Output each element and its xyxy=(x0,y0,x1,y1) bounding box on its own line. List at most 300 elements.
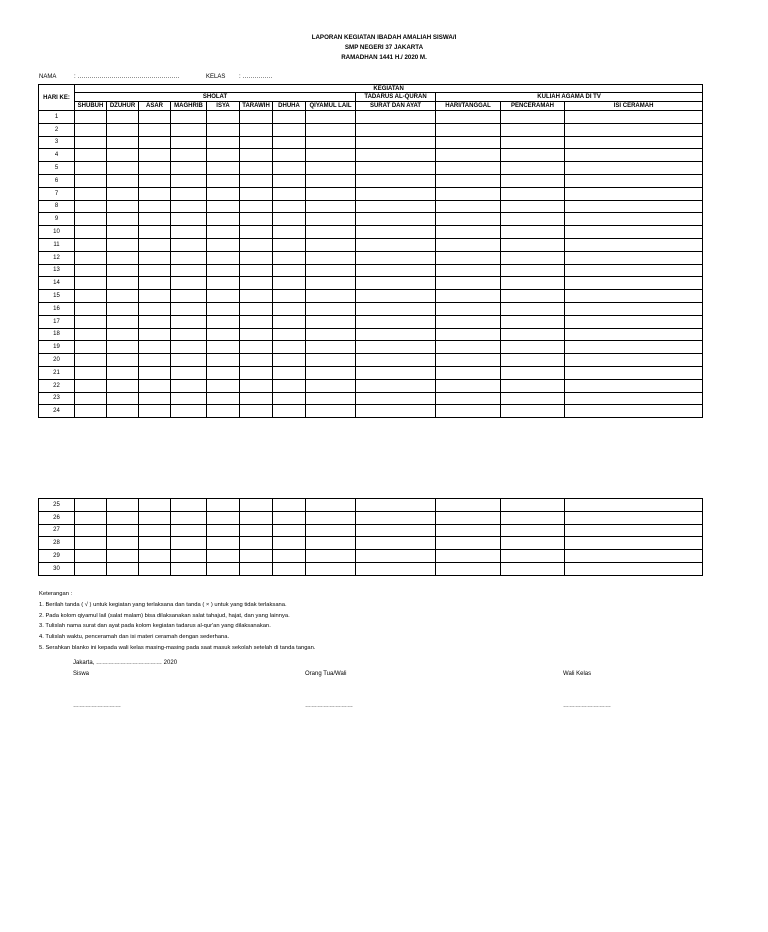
entry-cell[interactable] xyxy=(240,328,273,341)
entry-cell[interactable] xyxy=(240,264,273,277)
entry-cell[interactable] xyxy=(171,354,207,367)
entry-cell[interactable] xyxy=(75,111,107,124)
entry-cell[interactable] xyxy=(565,213,703,226)
entry-cell[interactable] xyxy=(501,354,565,367)
entry-cell[interactable] xyxy=(273,499,306,512)
entry-cell[interactable] xyxy=(107,136,139,149)
entry-cell[interactable] xyxy=(207,354,240,367)
entry-cell[interactable] xyxy=(565,499,703,512)
entry-cell[interactable] xyxy=(207,213,240,226)
entry-cell[interactable] xyxy=(240,511,273,524)
entry-cell[interactable] xyxy=(436,562,501,575)
entry-cell[interactable] xyxy=(240,379,273,392)
entry-cell[interactable] xyxy=(207,405,240,418)
entry-cell[interactable] xyxy=(139,499,171,512)
entry-cell[interactable] xyxy=(139,226,171,239)
entry-cell[interactable] xyxy=(240,302,273,315)
entry-cell[interactable] xyxy=(75,251,107,264)
entry-cell[interactable] xyxy=(107,392,139,405)
entry-cell[interactable] xyxy=(501,290,565,303)
entry-cell[interactable] xyxy=(273,200,306,213)
entry-cell[interactable] xyxy=(306,537,356,550)
entry-cell[interactable] xyxy=(356,524,436,537)
entry-cell[interactable] xyxy=(356,354,436,367)
entry-cell[interactable] xyxy=(207,277,240,290)
entry-cell[interactable] xyxy=(107,354,139,367)
entry-cell[interactable] xyxy=(139,524,171,537)
entry-cell[interactable] xyxy=(565,264,703,277)
entry-cell[interactable] xyxy=(139,264,171,277)
entry-cell[interactable] xyxy=(565,315,703,328)
entry-cell[interactable] xyxy=(436,238,501,251)
entry-cell[interactable] xyxy=(436,187,501,200)
entry-cell[interactable] xyxy=(171,251,207,264)
entry-cell[interactable] xyxy=(436,162,501,175)
entry-cell[interactable] xyxy=(240,174,273,187)
entry-cell[interactable] xyxy=(107,162,139,175)
entry-cell[interactable] xyxy=(240,111,273,124)
entry-cell[interactable] xyxy=(75,162,107,175)
entry-cell[interactable] xyxy=(273,264,306,277)
entry-cell[interactable] xyxy=(356,136,436,149)
entry-cell[interactable] xyxy=(565,251,703,264)
entry-cell[interactable] xyxy=(171,123,207,136)
entry-cell[interactable] xyxy=(240,251,273,264)
entry-cell[interactable] xyxy=(240,123,273,136)
entry-cell[interactable] xyxy=(273,149,306,162)
entry-cell[interactable] xyxy=(107,149,139,162)
entry-cell[interactable] xyxy=(240,238,273,251)
entry-cell[interactable] xyxy=(565,277,703,290)
entry-cell[interactable] xyxy=(273,277,306,290)
entry-cell[interactable] xyxy=(565,341,703,354)
entry-cell[interactable] xyxy=(273,550,306,563)
entry-cell[interactable] xyxy=(565,524,703,537)
entry-cell[interactable] xyxy=(356,251,436,264)
entry-cell[interactable] xyxy=(240,213,273,226)
entry-cell[interactable] xyxy=(75,174,107,187)
entry-cell[interactable] xyxy=(436,524,501,537)
entry-cell[interactable] xyxy=(75,315,107,328)
entry-cell[interactable] xyxy=(565,328,703,341)
entry-cell[interactable] xyxy=(436,123,501,136)
entry-cell[interactable] xyxy=(501,123,565,136)
entry-cell[interactable] xyxy=(240,162,273,175)
entry-cell[interactable] xyxy=(436,277,501,290)
entry-cell[interactable] xyxy=(273,162,306,175)
entry-cell[interactable] xyxy=(107,251,139,264)
entry-cell[interactable] xyxy=(139,200,171,213)
entry-cell[interactable] xyxy=(75,341,107,354)
entry-cell[interactable] xyxy=(139,354,171,367)
entry-cell[interactable] xyxy=(306,111,356,124)
entry-cell[interactable] xyxy=(436,328,501,341)
entry-cell[interactable] xyxy=(436,213,501,226)
entry-cell[interactable] xyxy=(436,379,501,392)
entry-cell[interactable] xyxy=(171,136,207,149)
entry-cell[interactable] xyxy=(436,366,501,379)
entry-cell[interactable] xyxy=(356,499,436,512)
entry-cell[interactable] xyxy=(171,174,207,187)
entry-cell[interactable] xyxy=(501,328,565,341)
entry-cell[interactable] xyxy=(107,187,139,200)
entry-cell[interactable] xyxy=(356,379,436,392)
entry-cell[interactable] xyxy=(273,405,306,418)
entry-cell[interactable] xyxy=(565,511,703,524)
entry-cell[interactable] xyxy=(75,213,107,226)
entry-cell[interactable] xyxy=(240,550,273,563)
entry-cell[interactable] xyxy=(436,341,501,354)
entry-cell[interactable] xyxy=(171,366,207,379)
entry-cell[interactable] xyxy=(207,111,240,124)
entry-cell[interactable] xyxy=(240,392,273,405)
entry-cell[interactable] xyxy=(436,149,501,162)
entry-cell[interactable] xyxy=(240,499,273,512)
entry-cell[interactable] xyxy=(207,537,240,550)
entry-cell[interactable] xyxy=(139,537,171,550)
entry-cell[interactable] xyxy=(139,238,171,251)
entry-cell[interactable] xyxy=(240,354,273,367)
entry-cell[interactable] xyxy=(207,524,240,537)
entry-cell[interactable] xyxy=(436,251,501,264)
entry-cell[interactable] xyxy=(171,226,207,239)
entry-cell[interactable] xyxy=(75,562,107,575)
entry-cell[interactable] xyxy=(107,238,139,251)
entry-cell[interactable] xyxy=(501,226,565,239)
entry-cell[interactable] xyxy=(306,238,356,251)
entry-cell[interactable] xyxy=(107,213,139,226)
entry-cell[interactable] xyxy=(501,537,565,550)
entry-cell[interactable] xyxy=(207,238,240,251)
entry-cell[interactable] xyxy=(207,302,240,315)
entry-cell[interactable] xyxy=(171,187,207,200)
entry-cell[interactable] xyxy=(565,392,703,405)
entry-cell[interactable] xyxy=(306,315,356,328)
entry-cell[interactable] xyxy=(171,499,207,512)
entry-cell[interactable] xyxy=(356,562,436,575)
entry-cell[interactable] xyxy=(356,187,436,200)
entry-cell[interactable] xyxy=(565,111,703,124)
entry-cell[interactable] xyxy=(207,149,240,162)
entry-cell[interactable] xyxy=(436,136,501,149)
entry-cell[interactable] xyxy=(273,537,306,550)
entry-cell[interactable] xyxy=(356,366,436,379)
nama-field[interactable]: : …………………………………………… xyxy=(74,74,180,80)
entry-cell[interactable] xyxy=(139,162,171,175)
entry-cell[interactable] xyxy=(240,149,273,162)
entry-cell[interactable] xyxy=(139,136,171,149)
entry-cell[interactable] xyxy=(171,111,207,124)
entry-cell[interactable] xyxy=(565,537,703,550)
entry-cell[interactable] xyxy=(107,405,139,418)
entry-cell[interactable] xyxy=(306,366,356,379)
entry-cell[interactable] xyxy=(75,499,107,512)
entry-cell[interactable] xyxy=(207,341,240,354)
entry-cell[interactable] xyxy=(207,136,240,149)
entry-cell[interactable] xyxy=(207,550,240,563)
entry-cell[interactable] xyxy=(240,200,273,213)
entry-cell[interactable] xyxy=(501,366,565,379)
entry-cell[interactable] xyxy=(240,290,273,303)
entry-cell[interactable] xyxy=(107,264,139,277)
entry-cell[interactable] xyxy=(107,123,139,136)
entry-cell[interactable] xyxy=(75,511,107,524)
entry-cell[interactable] xyxy=(107,328,139,341)
entry-cell[interactable] xyxy=(171,264,207,277)
entry-cell[interactable] xyxy=(139,277,171,290)
entry-cell[interactable] xyxy=(565,149,703,162)
entry-cell[interactable] xyxy=(139,562,171,575)
entry-cell[interactable] xyxy=(501,162,565,175)
entry-cell[interactable] xyxy=(306,123,356,136)
entry-cell[interactable] xyxy=(273,392,306,405)
entry-cell[interactable] xyxy=(436,200,501,213)
entry-cell[interactable] xyxy=(171,238,207,251)
entry-cell[interactable] xyxy=(240,405,273,418)
entry-cell[interactable] xyxy=(306,550,356,563)
entry-cell[interactable] xyxy=(306,302,356,315)
entry-cell[interactable] xyxy=(436,550,501,563)
entry-cell[interactable] xyxy=(139,392,171,405)
entry-cell[interactable] xyxy=(356,149,436,162)
entry-cell[interactable] xyxy=(273,123,306,136)
entry-cell[interactable] xyxy=(75,149,107,162)
entry-cell[interactable] xyxy=(207,315,240,328)
entry-cell[interactable] xyxy=(171,550,207,563)
entry-cell[interactable] xyxy=(306,499,356,512)
entry-cell[interactable] xyxy=(501,187,565,200)
entry-cell[interactable] xyxy=(207,499,240,512)
entry-cell[interactable] xyxy=(171,277,207,290)
entry-cell[interactable] xyxy=(501,302,565,315)
entry-cell[interactable] xyxy=(75,277,107,290)
entry-cell[interactable] xyxy=(75,354,107,367)
entry-cell[interactable] xyxy=(565,405,703,418)
entry-cell[interactable] xyxy=(171,290,207,303)
entry-cell[interactable] xyxy=(565,238,703,251)
entry-cell[interactable] xyxy=(306,354,356,367)
entry-cell[interactable] xyxy=(436,354,501,367)
entry-cell[interactable] xyxy=(207,174,240,187)
entry-cell[interactable] xyxy=(306,213,356,226)
entry-cell[interactable] xyxy=(565,354,703,367)
entry-cell[interactable] xyxy=(139,213,171,226)
entry-cell[interactable] xyxy=(273,315,306,328)
entry-cell[interactable] xyxy=(240,366,273,379)
entry-cell[interactable] xyxy=(75,524,107,537)
entry-cell[interactable] xyxy=(436,537,501,550)
entry-cell[interactable] xyxy=(436,511,501,524)
entry-cell[interactable] xyxy=(306,524,356,537)
entry-cell[interactable] xyxy=(139,149,171,162)
entry-cell[interactable] xyxy=(107,226,139,239)
entry-cell[interactable] xyxy=(436,405,501,418)
entry-cell[interactable] xyxy=(306,511,356,524)
entry-cell[interactable] xyxy=(306,149,356,162)
entry-cell[interactable] xyxy=(207,511,240,524)
entry-cell[interactable] xyxy=(75,187,107,200)
entry-cell[interactable] xyxy=(501,392,565,405)
entry-cell[interactable] xyxy=(139,302,171,315)
entry-cell[interactable] xyxy=(306,251,356,264)
entry-cell[interactable] xyxy=(171,379,207,392)
entry-cell[interactable] xyxy=(436,226,501,239)
entry-cell[interactable] xyxy=(501,174,565,187)
entry-cell[interactable] xyxy=(171,511,207,524)
entry-cell[interactable] xyxy=(565,290,703,303)
entry-cell[interactable] xyxy=(171,328,207,341)
entry-cell[interactable] xyxy=(139,123,171,136)
entry-cell[interactable] xyxy=(240,562,273,575)
entry-cell[interactable] xyxy=(207,366,240,379)
entry-cell[interactable] xyxy=(501,238,565,251)
entry-cell[interactable] xyxy=(107,366,139,379)
entry-cell[interactable] xyxy=(273,136,306,149)
entry-cell[interactable] xyxy=(207,290,240,303)
entry-cell[interactable] xyxy=(565,226,703,239)
entry-cell[interactable] xyxy=(107,379,139,392)
entry-cell[interactable] xyxy=(501,264,565,277)
entry-cell[interactable] xyxy=(565,366,703,379)
entry-cell[interactable] xyxy=(75,537,107,550)
entry-cell[interactable] xyxy=(107,499,139,512)
entry-cell[interactable] xyxy=(107,277,139,290)
entry-cell[interactable] xyxy=(306,136,356,149)
entry-cell[interactable] xyxy=(139,315,171,328)
entry-cell[interactable] xyxy=(306,405,356,418)
entry-cell[interactable] xyxy=(139,550,171,563)
entry-cell[interactable] xyxy=(306,200,356,213)
entry-cell[interactable] xyxy=(565,136,703,149)
entry-cell[interactable] xyxy=(306,341,356,354)
entry-cell[interactable] xyxy=(240,315,273,328)
entry-cell[interactable] xyxy=(501,550,565,563)
entry-cell[interactable] xyxy=(356,264,436,277)
entry-cell[interactable] xyxy=(273,302,306,315)
entry-cell[interactable] xyxy=(501,213,565,226)
entry-cell[interactable] xyxy=(139,174,171,187)
entry-cell[interactable] xyxy=(565,379,703,392)
kelas-field[interactable]: : …………… xyxy=(239,74,273,80)
entry-cell[interactable] xyxy=(565,187,703,200)
entry-cell[interactable] xyxy=(75,302,107,315)
entry-cell[interactable] xyxy=(75,405,107,418)
entry-cell[interactable] xyxy=(356,111,436,124)
entry-cell[interactable] xyxy=(565,562,703,575)
entry-cell[interactable] xyxy=(75,366,107,379)
entry-cell[interactable] xyxy=(171,562,207,575)
entry-cell[interactable] xyxy=(207,264,240,277)
entry-cell[interactable] xyxy=(207,392,240,405)
entry-cell[interactable] xyxy=(107,550,139,563)
entry-cell[interactable] xyxy=(240,341,273,354)
entry-cell[interactable] xyxy=(107,537,139,550)
entry-cell[interactable] xyxy=(207,562,240,575)
entry-cell[interactable] xyxy=(273,341,306,354)
entry-cell[interactable] xyxy=(436,174,501,187)
entry-cell[interactable] xyxy=(356,302,436,315)
entry-cell[interactable] xyxy=(273,379,306,392)
entry-cell[interactable] xyxy=(171,392,207,405)
entry-cell[interactable] xyxy=(139,328,171,341)
entry-cell[interactable] xyxy=(207,200,240,213)
entry-cell[interactable] xyxy=(273,226,306,239)
entry-cell[interactable] xyxy=(273,290,306,303)
entry-cell[interactable] xyxy=(75,226,107,239)
entry-cell[interactable] xyxy=(501,341,565,354)
entry-cell[interactable] xyxy=(501,379,565,392)
entry-cell[interactable] xyxy=(501,277,565,290)
entry-cell[interactable] xyxy=(171,537,207,550)
entry-cell[interactable] xyxy=(75,328,107,341)
entry-cell[interactable] xyxy=(356,341,436,354)
entry-cell[interactable] xyxy=(501,200,565,213)
entry-cell[interactable] xyxy=(107,315,139,328)
entry-cell[interactable] xyxy=(273,187,306,200)
entry-cell[interactable] xyxy=(565,174,703,187)
entry-cell[interactable] xyxy=(75,238,107,251)
entry-cell[interactable] xyxy=(436,290,501,303)
entry-cell[interactable] xyxy=(356,226,436,239)
entry-cell[interactable] xyxy=(171,524,207,537)
entry-cell[interactable] xyxy=(306,264,356,277)
entry-cell[interactable] xyxy=(306,187,356,200)
entry-cell[interactable] xyxy=(107,562,139,575)
entry-cell[interactable] xyxy=(356,392,436,405)
entry-cell[interactable] xyxy=(306,174,356,187)
entry-cell[interactable] xyxy=(273,213,306,226)
entry-cell[interactable] xyxy=(107,302,139,315)
entry-cell[interactable] xyxy=(75,136,107,149)
entry-cell[interactable] xyxy=(356,174,436,187)
entry-cell[interactable] xyxy=(171,200,207,213)
entry-cell[interactable] xyxy=(75,379,107,392)
entry-cell[interactable] xyxy=(273,111,306,124)
entry-cell[interactable] xyxy=(306,328,356,341)
entry-cell[interactable] xyxy=(501,511,565,524)
entry-cell[interactable] xyxy=(171,302,207,315)
entry-cell[interactable] xyxy=(75,264,107,277)
entry-cell[interactable] xyxy=(306,392,356,405)
entry-cell[interactable] xyxy=(501,405,565,418)
entry-cell[interactable] xyxy=(356,277,436,290)
entry-cell[interactable] xyxy=(139,111,171,124)
entry-cell[interactable] xyxy=(436,264,501,277)
entry-cell[interactable] xyxy=(565,123,703,136)
entry-cell[interactable] xyxy=(436,392,501,405)
entry-cell[interactable] xyxy=(107,174,139,187)
entry-cell[interactable] xyxy=(75,392,107,405)
entry-cell[interactable] xyxy=(75,200,107,213)
entry-cell[interactable] xyxy=(306,379,356,392)
entry-cell[interactable] xyxy=(107,341,139,354)
entry-cell[interactable] xyxy=(207,328,240,341)
entry-cell[interactable] xyxy=(171,149,207,162)
entry-cell[interactable] xyxy=(436,315,501,328)
entry-cell[interactable] xyxy=(207,123,240,136)
entry-cell[interactable] xyxy=(139,251,171,264)
entry-cell[interactable] xyxy=(207,251,240,264)
entry-cell[interactable] xyxy=(75,123,107,136)
entry-cell[interactable] xyxy=(501,149,565,162)
entry-cell[interactable] xyxy=(501,251,565,264)
entry-cell[interactable] xyxy=(306,562,356,575)
entry-cell[interactable] xyxy=(207,226,240,239)
entry-cell[interactable] xyxy=(75,550,107,563)
entry-cell[interactable] xyxy=(273,174,306,187)
entry-cell[interactable] xyxy=(356,405,436,418)
entry-cell[interactable] xyxy=(436,499,501,512)
